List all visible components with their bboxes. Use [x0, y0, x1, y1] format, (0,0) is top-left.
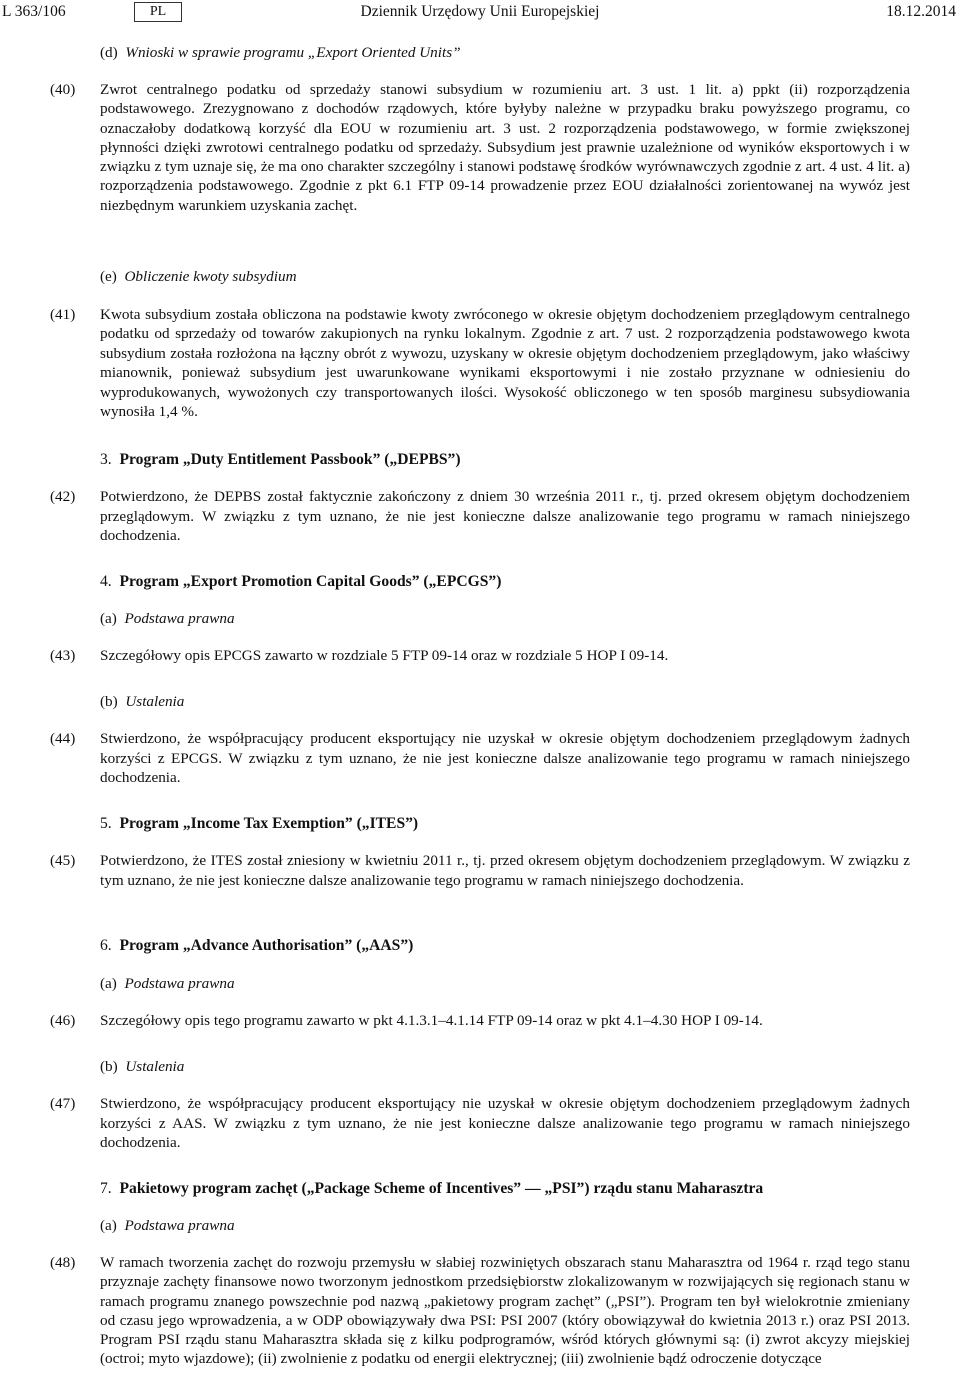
paragraph-text: W ramach tworzenia zachęt do rozwoju przemysłu w słabiej rozwiniętych obszarach stanu Maharasztra od 1964 r. rząd tego stanu przyznaje zachęty finansowe nowo tworzonym jednostkom przedsiębiorstw zlokalizowanym w rozwijających się regionach stanu w ramach programu znanego powszechnie pod nazwą „pakietowy program zachęt” („PSI”). Program ten był wielokrotnie zmieniany od czasu jego wprowadzenia, a w ODP obowiązywały dwa PSI: PSI 2007 (który obowiązywał do kwietnia 2013 r.) oraz PSI 2013. Program PSI rządu stanu Maharasztra składa się z kilku podprogramów, wśród których głównymi są: (i) zwrot akcyzy miejskiej (octroi; myto wjazdowe); (ii) zwolnienie z podatku od energii elektrycznej; (iii) zwolnienie bądź odroczenie dotyczące	[100, 1254, 910, 1368]
section-number: 3.	[100, 451, 112, 468]
page-reference: L 363/106	[2, 3, 66, 20]
paragraph-number: (40)	[50, 81, 76, 98]
subheading-title: Wnioski w sprawie programu „Export Oriented Units”	[125, 44, 461, 61]
section-title: Program „Income Tax Exemption” („ITES”)	[119, 815, 419, 832]
subheading-title: Ustalenia	[125, 1058, 185, 1075]
section-title: Pakietowy program zachęt („Package Scheme of Incentives” — „PSI”) rządu stanu Maharasztra	[119, 1180, 764, 1197]
section-title: Program „Duty Entitlement Passbook” („DEPBS”)	[119, 451, 461, 468]
paragraph-text: Szczegółowy opis tego programu zawarto w pkt 4.1.3.1–4.1.14 FTP 09-14 oraz w pkt 4.1–4.30 HOP I 09-14.	[100, 1012, 763, 1029]
page-header	[0, 2, 960, 24]
subheading-title: Podstawa prawna	[124, 1217, 235, 1234]
paragraph-number: (45)	[50, 852, 76, 869]
paragraph-number: (46)	[50, 1012, 76, 1029]
paragraph-text: Potwierdzono, że ITES został zniesiony w kwietniu 2011 r., tj. przed okresem objętym dochodzeniem przeglądowym. W związku z tym uznano, że nie jest konieczne dalsze analizowanie tego programu w ramach niniejszego dochodzenia.	[100, 852, 910, 889]
subheading-title: Podstawa prawna	[124, 610, 235, 627]
subheading-title: Podstawa prawna	[124, 975, 235, 992]
subheading-label: (a)	[100, 1217, 117, 1234]
paragraph-text: Kwota subsydium została obliczona na podstawie kwoty zwróconego w okresie objętym dochodzeniem przeglądowym centralnego podatku od sprzedaży od towarów zakupionych na rynku lokalnym. Zgodnie z art. 7 ust. 2 rozporządzenia podstawowego kwota subsydium została rozłożona na łączny obrót z wywozu, uzyskany w okresie objętym dochodzeniem przeglądowym, jako właściwy mianownik, ponieważ subsydium jest uwarunkowane wynikami eksportowymi i nie zostało przyznane w odniesieniu do wyprodukowanych, wywożonych czy transportowanych ilości. Wysokość obliczonego w ten sposób marginesu subsydiowania wynosiła 1,4 %.	[100, 306, 910, 421]
paragraph-text: Stwierdzono, że współpracujący producent eksportujący nie uzyskał w okresie objętym dochodzeniem przeglądowym żadnych korzyści z EPCGS. W związku z tym uznano, że nie jest konieczne dalsze analizowanie tego programu w ramach niniejszego dochodzenia.	[100, 730, 910, 787]
paragraph-text: Stwierdzono, że współpracujący producent eksportujący nie uzyskał w okresie objętym dochodzeniem przeglądowym żadnych korzyści z AAS. W związku z tym uznano, że nie jest konieczne dalsze analizowanie tego programu w ramach niniejszego dochodzenia.	[100, 1095, 910, 1152]
paragraph-number: (43)	[50, 647, 76, 664]
subheading-title: Ustalenia	[125, 693, 185, 710]
section-number: 5.	[100, 815, 112, 832]
paragraph-text: Zwrot centralnego podatku od sprzedaży stanowi subsydium w rozumieniu art. 3 ust. 1 lit. a) ppkt (ii) rozporządzenia podstawowego. Zrezygnowano z dochodów rządowych, które byłyby należne w przypadku braku powyższego programu, co oznaczałoby dodatkową korzyść dla EOU w rozumieniu art. 3 ust. 2 rozporządzenia podstawowego, w formie zwiększonej płynności dzięki zwrotowi centralnego podatku od sprzedaży. Subsydium jest prawnie uzależnione od wyników eksportowych i w związku z tym uznaje się, że ma ono charakter szczególny i stanowi podstawę środków wyrównawczych zgodnie z art. 4 ust. 4 lit. a) rozporządzenia podstawowego. Zgodnie z pkt 6.1 FTP 09-14 prowadzenie przez EOU działalności zorientowanej na wywóz jest niezbędnym warunkiem uzyskania zachęt.	[100, 81, 910, 214]
subheading-label: (a)	[100, 975, 117, 992]
paragraph-text: Szczegółowy opis EPCGS zawarto w rozdziale 5 FTP 09-14 oraz w rozdziale 5 HOP I 09-14.	[100, 647, 669, 664]
publication-date: 18.12.2014	[886, 3, 956, 20]
language-badge: PL	[134, 2, 182, 22]
paragraph-number: (42)	[50, 488, 76, 505]
paragraph-number: (41)	[50, 306, 76, 323]
section-number: 4.	[100, 573, 112, 590]
paragraph-text: Potwierdzono, że DEPBS został faktycznie zakończony z dniem 30 września 2011 r., tj. przed okresem objętym dochodzeniem przeglądowym. W związku z tym uznano, że nie jest konieczne dalsze analizowanie tego programu w ramach niniejszego dochodzenia.	[100, 488, 910, 545]
section-title: Program „Export Promotion Capital Goods” („EPCGS”)	[119, 573, 502, 590]
subheading-label: (a)	[100, 610, 117, 627]
paragraph-number: (44)	[50, 730, 76, 747]
subheading-label: (b)	[100, 1058, 118, 1075]
journal-title: Dziennik Urzędowy Unii Europejskiej	[360, 3, 600, 20]
section-number: 7.	[100, 1180, 112, 1197]
subheading-label: (d)	[100, 44, 118, 61]
subheading-label: (e)	[100, 268, 117, 285]
section-title: Program „Advance Authorisation” („AAS”)	[119, 937, 414, 954]
paragraph-number: (48)	[50, 1254, 76, 1271]
section-number: 6.	[100, 937, 112, 954]
paragraph-number: (47)	[50, 1095, 76, 1112]
subheading-label: (b)	[100, 693, 118, 710]
subheading-title: Obliczenie kwoty subsydium	[124, 268, 297, 285]
